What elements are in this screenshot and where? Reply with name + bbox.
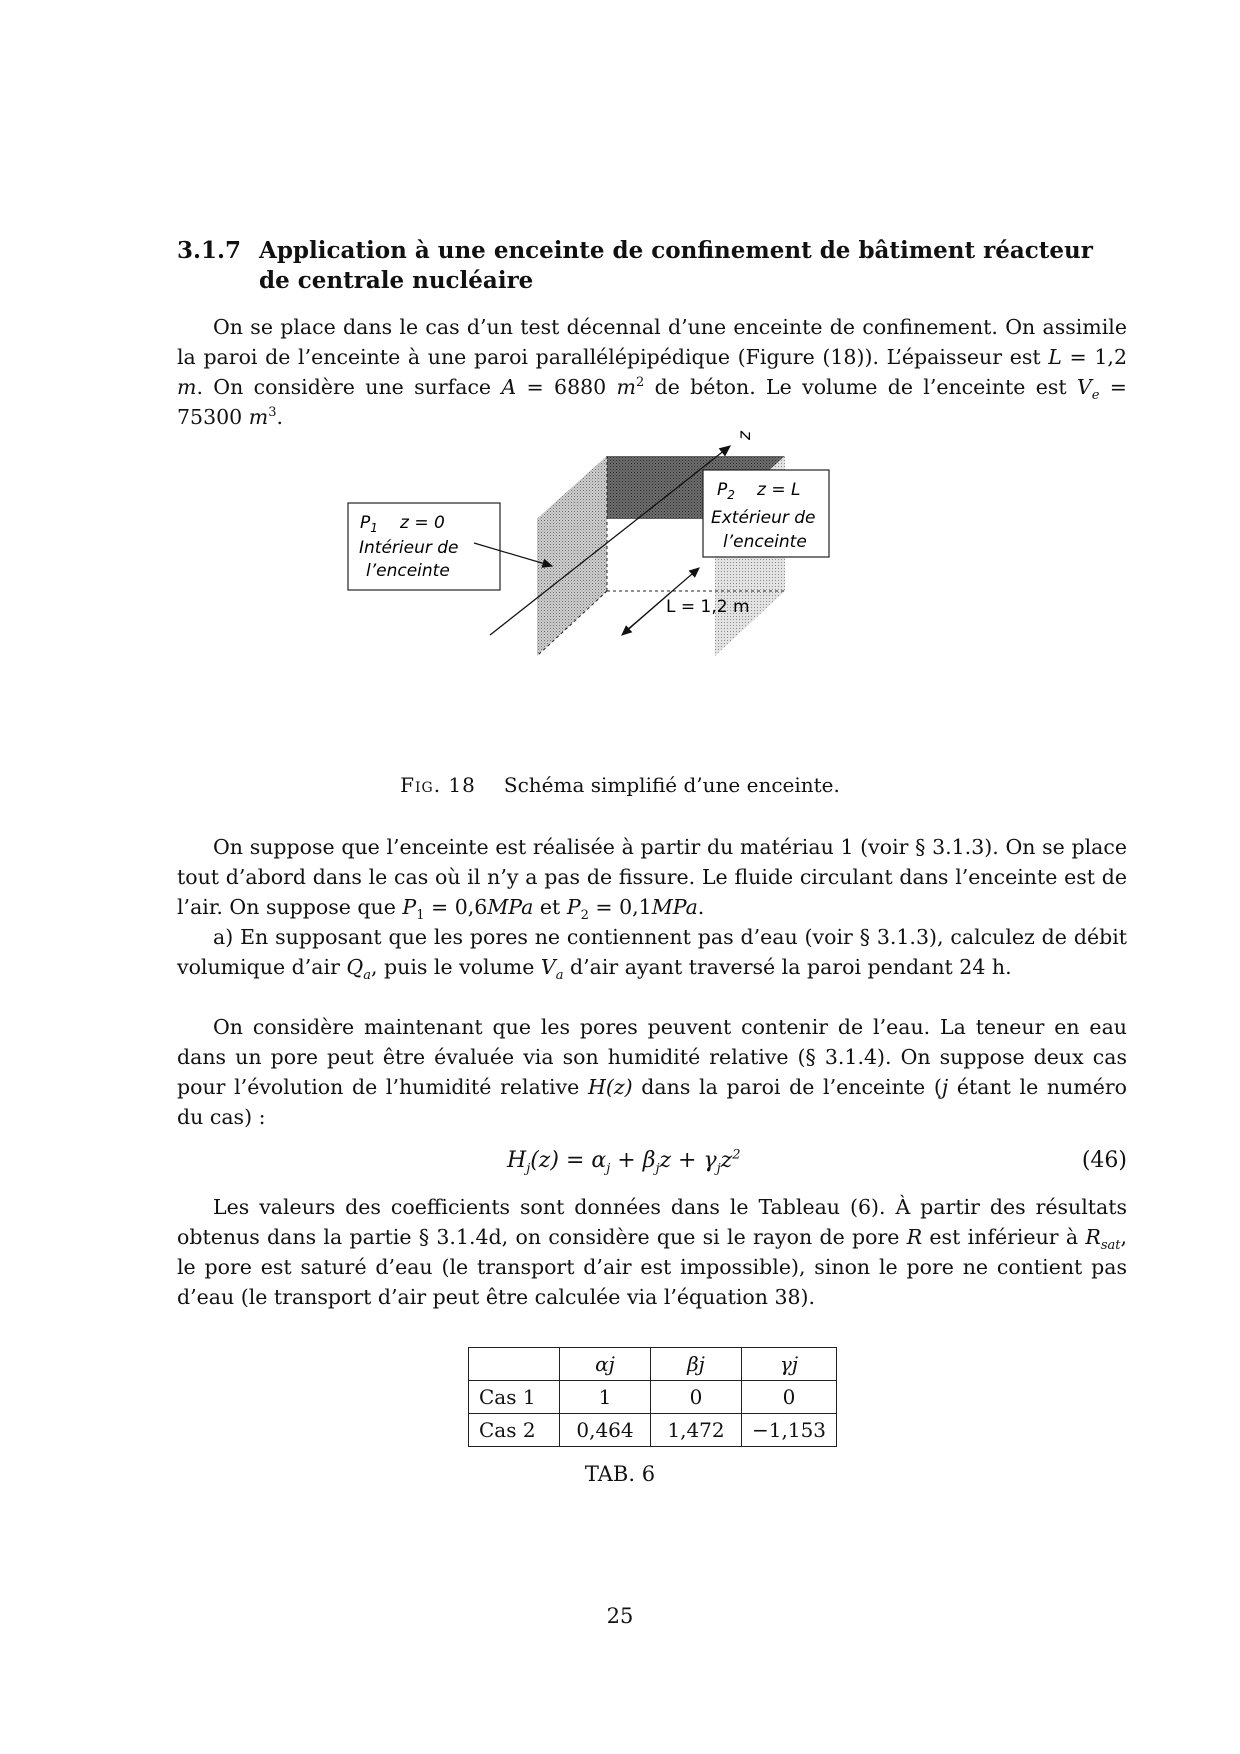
para1-text-1: On se place dans le cas d’un test décennal d’une enceinte de confinement. On assimile la paroi de l’enceinte à une paroi parallélépipédique (Figure (18)). L’épaisseur est: [177, 315, 1127, 369]
para3-text-3: d’air ayant traversé la paroi pendant 24 h.: [563, 955, 1012, 979]
table-cell: 1,472: [651, 1414, 742, 1447]
para1-eq-1: = 1,2: [1061, 345, 1127, 369]
para2-P2: P: [566, 895, 581, 919]
assumption-paragraph: [177, 832, 1127, 982]
para4-text-2: dans la paroi de l’enceinte (: [632, 1075, 942, 1099]
para2-text-1: On suppose que l’enceinte est réalisée à partir du matériau 1 (voir § 3.1.3). On se place tout d’abord dans le cas où il n’y a pas de fissure. Le fluide circulant dans l’enceinte est de l’air. On suppose que: [177, 835, 1127, 919]
para4-H: H(z): [587, 1075, 633, 1099]
para3-text-1: a) En supposant que les pores ne contiennent pas d’eau (voir § 3.1.3), calculez de débit volumique d’air: [177, 925, 1127, 979]
coefficients-table: [468, 1347, 837, 1447]
equation-number: (46): [1081, 1148, 1127, 1173]
table-cell: 0,464: [560, 1414, 651, 1447]
para2-P1-sub: 1: [416, 908, 425, 924]
para2-text-2: et: [533, 895, 567, 919]
para1-unit-m3: m: [248, 405, 269, 429]
table-header-cell: αj: [560, 1348, 651, 1381]
para1-L-symbol: L: [1048, 345, 1062, 369]
figure-caption-label: Fig. 18: [400, 773, 476, 797]
table-header-cell: [469, 1348, 560, 1381]
coefficients-paragraph: [177, 1192, 1127, 1312]
z-axis-label: z: [735, 431, 755, 440]
section-number: 3.1.7: [177, 237, 242, 264]
para3-text-2: , puis le volume: [370, 955, 541, 979]
para3-V-sub: a: [555, 968, 564, 984]
para1-eq-2: = 6880: [516, 375, 617, 399]
intro-paragraph: [177, 312, 1127, 432]
para2-P1: P: [402, 895, 417, 919]
interior-line-1: Intérieur de: [359, 538, 459, 558]
para2-unit-1: MPa: [487, 895, 534, 919]
table-header-cell: γj: [742, 1348, 837, 1381]
para1-eq-3: = 75300: [177, 375, 1127, 429]
eq-H: H: [507, 1148, 527, 1173]
eq-part-2: + β: [610, 1148, 656, 1173]
p2-label: $P_2$: [717, 480, 735, 502]
equation-46: [177, 1148, 1127, 1182]
para1-exp-3: 3: [268, 405, 277, 421]
interior-line-2: l’enceinte: [366, 561, 450, 581]
para1-V-sub: e: [1091, 388, 1100, 404]
eq-sub-2: j: [606, 1161, 611, 1177]
p1-label: $P_1$: [360, 513, 378, 535]
eq-sub-4: j: [716, 1161, 721, 1177]
eq-part-1: (z) = α: [530, 1148, 607, 1173]
para1-text-3: de béton. Le volume de l’enceinte est: [644, 375, 1077, 399]
para1-unit-m: m: [177, 375, 197, 399]
figure-caption: [0, 773, 1240, 797]
box-front-face: [537, 456, 607, 656]
eq-part-3: z + γ: [659, 1148, 717, 1173]
para1-exp-2: 2: [635, 375, 645, 391]
exterior-line-1: Extérieur de: [711, 508, 816, 528]
para3-V: V: [540, 955, 556, 979]
para1-text-4: .: [276, 405, 283, 429]
para5-Rsat: R: [1085, 1225, 1101, 1249]
para5-Rsat-sub: sat: [1100, 1238, 1121, 1254]
para2-eq-1: = 0,6: [424, 895, 488, 919]
table-cell: 0: [651, 1381, 742, 1414]
table-cell: 1: [560, 1381, 651, 1414]
para5-text-3: , le pore est saturé d’eau (le transport d’air est impossible), sinon le pore ne contient pas d’eau (le transport d’air peut être calculée via l’équation 38).: [177, 1225, 1128, 1309]
eq-sub-1: j: [526, 1161, 531, 1177]
thickness-label: L = 1,2 m: [666, 597, 750, 617]
table-cell: −1,153: [742, 1414, 837, 1447]
eq-sub-3: j: [655, 1161, 660, 1177]
para3-Q: Q: [346, 955, 364, 979]
z0-label: z = 0: [400, 513, 445, 533]
enclosure-diagram: [359, 431, 930, 720]
figure-caption-text: Schéma simplifié d’une enceinte.: [503, 773, 840, 797]
para2-unit-2: MPa: [651, 895, 698, 919]
equation-body: [507, 1147, 741, 1177]
para5-text-2: est inférieur à: [922, 1225, 1086, 1249]
para3-Q-sub: a: [363, 968, 371, 984]
table-header-cell: βj: [651, 1348, 742, 1381]
para1-V-symbol: V: [1076, 375, 1092, 399]
zL-label: z = L: [757, 480, 801, 500]
exterior-line-2: l’enceinte: [723, 532, 807, 552]
table-header-row: [469, 1348, 837, 1381]
table-row: [469, 1381, 837, 1414]
para5-R: R: [906, 1225, 923, 1249]
para2-eq-2: = 0,1: [588, 895, 652, 919]
para2-P2-sub: 2: [580, 908, 589, 924]
para1-A-symbol: A: [501, 375, 517, 399]
table-row: [469, 1414, 837, 1447]
para1-unit-m2: m: [616, 375, 636, 399]
section-title: Application à une enceinte de confinement de bâtiment réacteur de centrale nucléaire: [259, 237, 1093, 294]
para4-text-3: étant le numéro du cas) :: [177, 1075, 1127, 1129]
eq-part-4: z: [720, 1148, 733, 1173]
table-caption: TAB. 6: [584, 1462, 656, 1486]
table-cell: Cas 2: [469, 1414, 560, 1447]
eq-exp: 2: [732, 1147, 741, 1163]
page-number: 25: [606, 1604, 634, 1628]
para4-j: j: [941, 1075, 949, 1099]
para2-text-3: .: [697, 895, 705, 919]
humidity-paragraph: [177, 1012, 1127, 1132]
para1-text-2: . On considère une surface: [196, 375, 502, 399]
para5-text-1: Les valeurs des coefficients sont données dans le Tableau (6). À partir des résultats obtenus dans la partie § 3.1.4d, on considère que si le rayon de pore: [177, 1195, 1127, 1249]
section-heading: [177, 236, 1127, 296]
para4-text-1: On considère maintenant que les pores peuvent contenir de l’eau. La teneur en eau dans un pore peut être évaluée via son humidité relative (§ 3.1.4). On suppose deux cas pour l’évolution de l’humidité relative: [177, 1015, 1127, 1099]
table-cell: 0: [742, 1381, 837, 1414]
table-cell: Cas 1: [469, 1381, 560, 1414]
